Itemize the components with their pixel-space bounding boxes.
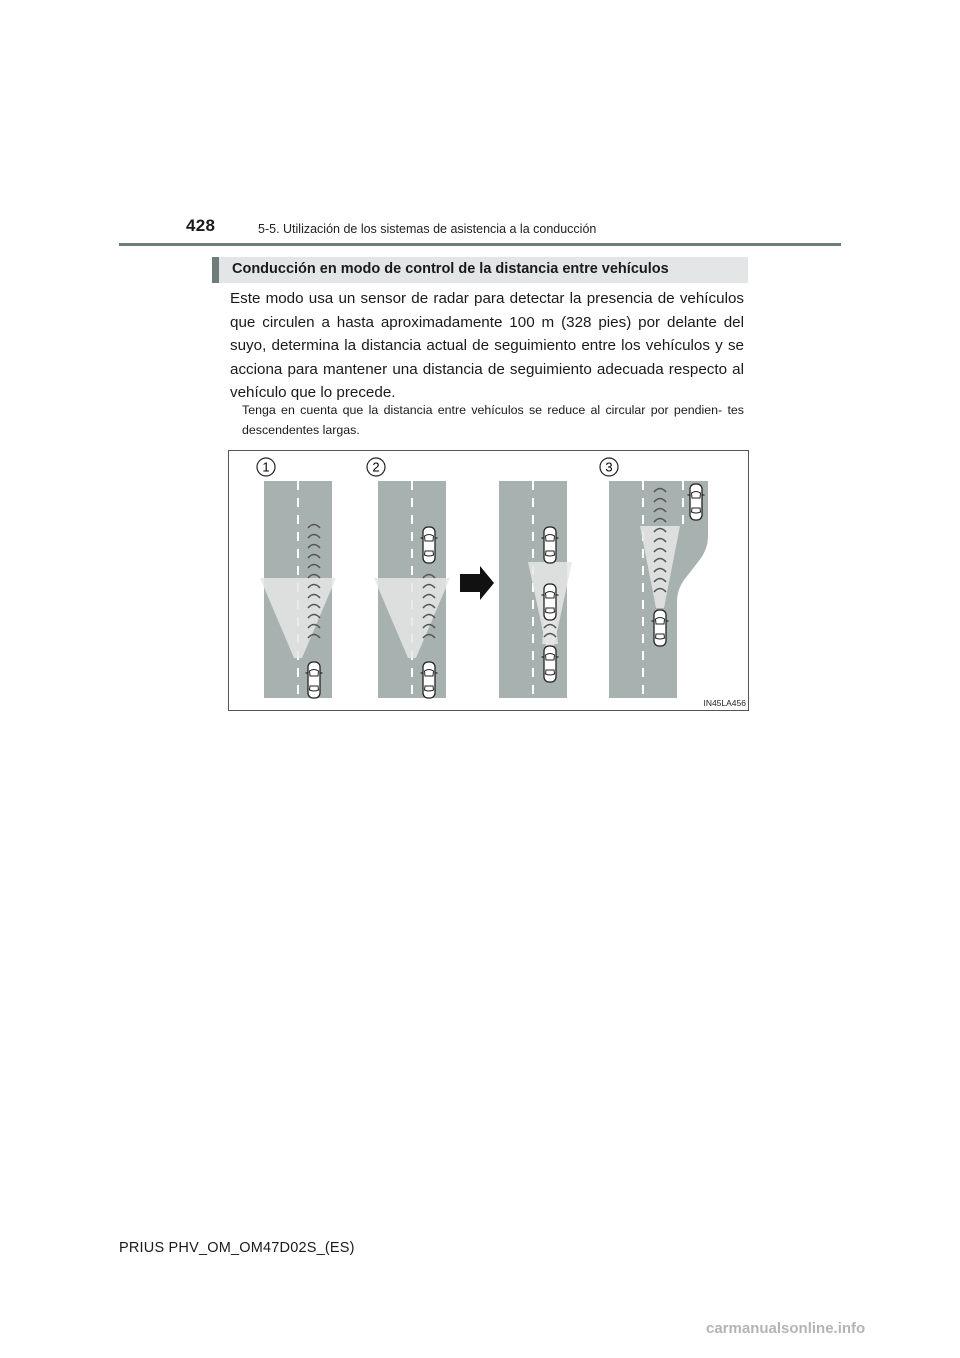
figure-label-3: 3 xyxy=(605,459,613,475)
own-vehicle xyxy=(652,610,669,646)
own-vehicle xyxy=(421,662,438,698)
figure-label-1: 1 xyxy=(262,459,270,475)
note-paragraph: Tenga en cuenta que la distancia entre vehículos se reduce al circular por pendien- tes descendentes largas. xyxy=(242,403,744,437)
turning-vehicle xyxy=(688,484,705,520)
preceding-vehicle xyxy=(542,527,559,563)
section-heading-bar xyxy=(212,257,748,283)
figure-code: IN45LA456 xyxy=(703,698,746,708)
figure-label-2: 2 xyxy=(372,459,380,475)
own-vehicle xyxy=(306,662,323,698)
watermark: carmanualsonline.info xyxy=(706,1320,866,1337)
own-vehicle xyxy=(542,646,559,682)
middle-vehicle xyxy=(542,584,559,620)
page-number: 428 xyxy=(186,216,216,235)
body-paragraph: Este modo usa un sensor de radar para detectar la presencia de vehículos que circulen a hasta aproximadamente 100 m (328 pies) por delante del suyo, determina la distancia actual de seguimiento entre los vehículos y se acciona para mantener una distancia de seguimiento adecuada respecto al vehículo que lo precede. xyxy=(230,290,744,402)
preceding-vehicle xyxy=(421,527,438,563)
footer-doc-code: PRIUS PHV_OM_OM47D02S_(ES) xyxy=(119,1240,355,1256)
section-heading: Conducción en modo de control de la distancia entre vehículos xyxy=(232,261,669,277)
header-rule xyxy=(119,243,841,246)
section-path: 5-5. Utilización de los sistemas de asistencia a la conducción xyxy=(258,222,597,236)
distance-control-figure xyxy=(228,450,749,711)
